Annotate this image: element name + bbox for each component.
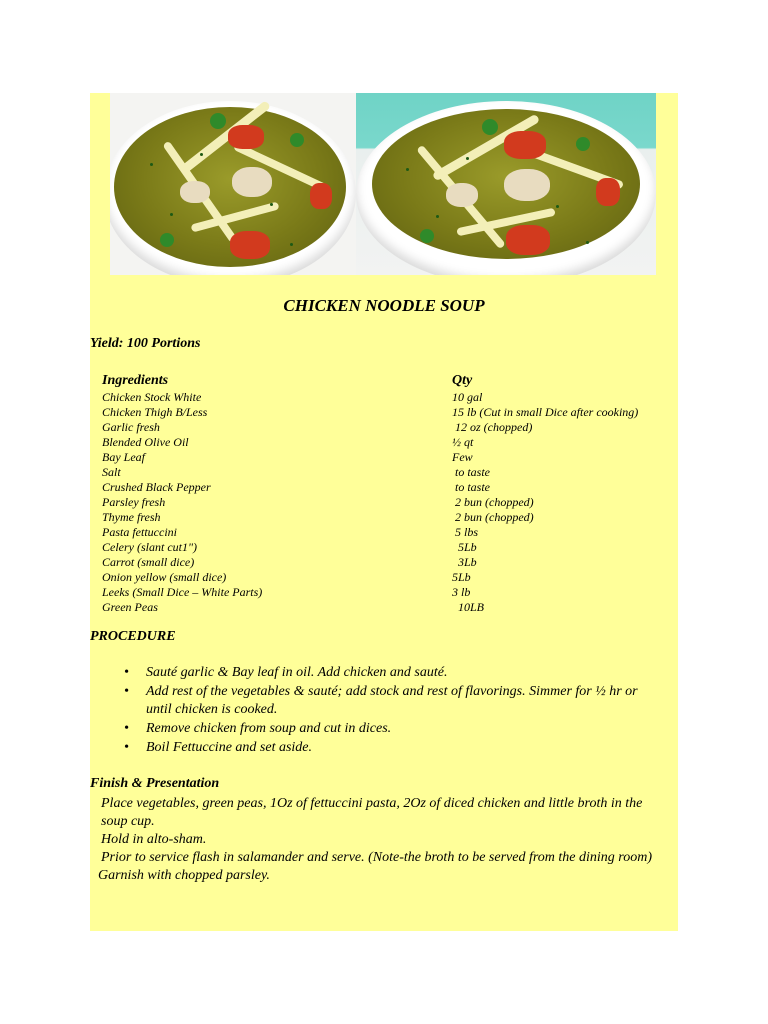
bullet-icon: • (124, 721, 129, 736)
ingredient-qty: 10 gal (452, 390, 483, 404)
ingredient-row (102, 585, 672, 600)
ingredient-row (102, 450, 672, 465)
soup-photo-right (356, 93, 656, 275)
ingredient-row (102, 600, 672, 615)
ingredient-name: Chicken Stock White (102, 390, 202, 404)
ingredient-name: Carrot (small dice) (102, 555, 195, 569)
ingredient-name: Chicken Thigh B/Less (102, 405, 208, 419)
procedure-step (124, 720, 664, 738)
ingredient-row (102, 480, 672, 495)
ingredients-header: Ingredients (102, 373, 169, 388)
procedure-step (124, 664, 664, 682)
ingredient-qty: 10LB (452, 600, 485, 614)
ingredient-row (102, 510, 672, 525)
ingredient-name: Salt (102, 465, 121, 479)
finish-instructions (98, 795, 671, 885)
qty-header: Qty (452, 373, 473, 388)
ingredients-table (102, 373, 672, 615)
ingredient-qty: 5 lbs (452, 525, 479, 539)
finish-line: Prior to service flash in salamander and serve. (Note-the broth to be served from the dining room) (101, 850, 652, 865)
ingredient-row (102, 540, 672, 555)
finish-line: Garnish with chopped parsley. (98, 868, 270, 883)
ingredient-qty: Few (452, 450, 473, 464)
ingredient-row (102, 390, 672, 405)
ingredient-name: Pasta fettuccini (102, 525, 177, 539)
ingredient-name: Crushed Black Pepper (102, 480, 211, 494)
recipe-title: CHICKEN NOODLE SOUP (283, 296, 485, 315)
bullet-icon: • (124, 665, 129, 680)
procedure-step (124, 683, 664, 719)
procedure-step-text: Sauté garlic & Bay leaf in oil. Add chicken and sauté. (146, 665, 448, 680)
ingredient-qty: 12 oz (chopped) (452, 420, 533, 434)
ingredient-name: Green Peas (102, 600, 158, 614)
finish-heading: Finish & Presentation (90, 776, 220, 791)
ingredient-qty: 3Lb (452, 555, 477, 569)
ingredient-qty: 5Lb (452, 540, 477, 554)
bullet-icon: • (124, 684, 129, 699)
procedure-step-text: Add rest of the vegetables & sauté; add stock and rest of flavorings. Simmer for ½ hr or until chicken is cooked. (146, 684, 638, 717)
ingredient-qty: 15 lb (Cut in small Dice after cooking) (452, 405, 639, 419)
ingredient-name: Leeks (Small Dice – White Parts) (102, 585, 263, 599)
procedure-step (124, 739, 664, 757)
ingredient-row (102, 420, 672, 435)
ingredient-name: Blended Olive Oil (102, 435, 189, 449)
recipe-yield: Yield: 100 Portions (90, 336, 201, 351)
procedure-step-text: Boil Fettuccine and set aside. (146, 740, 313, 755)
ingredient-qty: to taste (452, 480, 490, 494)
procedure-steps (124, 664, 664, 758)
ingredient-qty: 3 lb (452, 585, 471, 599)
ingredient-name: Celery (slant cut1") (102, 540, 198, 554)
ingredient-name: Bay Leaf (102, 450, 145, 464)
ingredient-name: Thyme fresh (102, 510, 161, 524)
ingredient-row (102, 495, 672, 510)
ingredient-row (102, 555, 672, 570)
ingredient-name: Parsley fresh (102, 495, 166, 509)
ingredient-row (102, 525, 672, 540)
ingredients-header-row (102, 373, 672, 390)
ingredient-row (102, 405, 672, 420)
finish-line: Hold in alto-sham. (101, 832, 207, 847)
soup-photos (110, 93, 656, 275)
soup-photo-left (110, 93, 356, 275)
ingredient-name: Garlic fresh (102, 420, 160, 434)
ingredient-qty: 5Lb (452, 570, 471, 584)
ingredient-qty: to taste (452, 465, 490, 479)
finish-line: Place vegetables, green peas, 1Oz of fettuccini pasta, 2Oz of diced chicken and little broth in the soup cup. (101, 796, 643, 829)
recipe-page (90, 93, 678, 931)
ingredient-name: Onion yellow (small dice) (102, 570, 227, 584)
procedure-step-text: Remove chicken from soup and cut in dices. (146, 721, 392, 736)
ingredient-qty: ½ qt (452, 435, 474, 449)
ingredient-row (102, 570, 672, 585)
procedure-heading: PROCEDURE (90, 629, 176, 644)
bullet-icon: • (124, 740, 129, 755)
ingredient-row (102, 465, 672, 480)
ingredient-row (102, 435, 672, 450)
ingredient-qty: 2 bun (chopped) (452, 495, 534, 509)
ingredient-qty: 2 bun (chopped) (452, 510, 534, 524)
